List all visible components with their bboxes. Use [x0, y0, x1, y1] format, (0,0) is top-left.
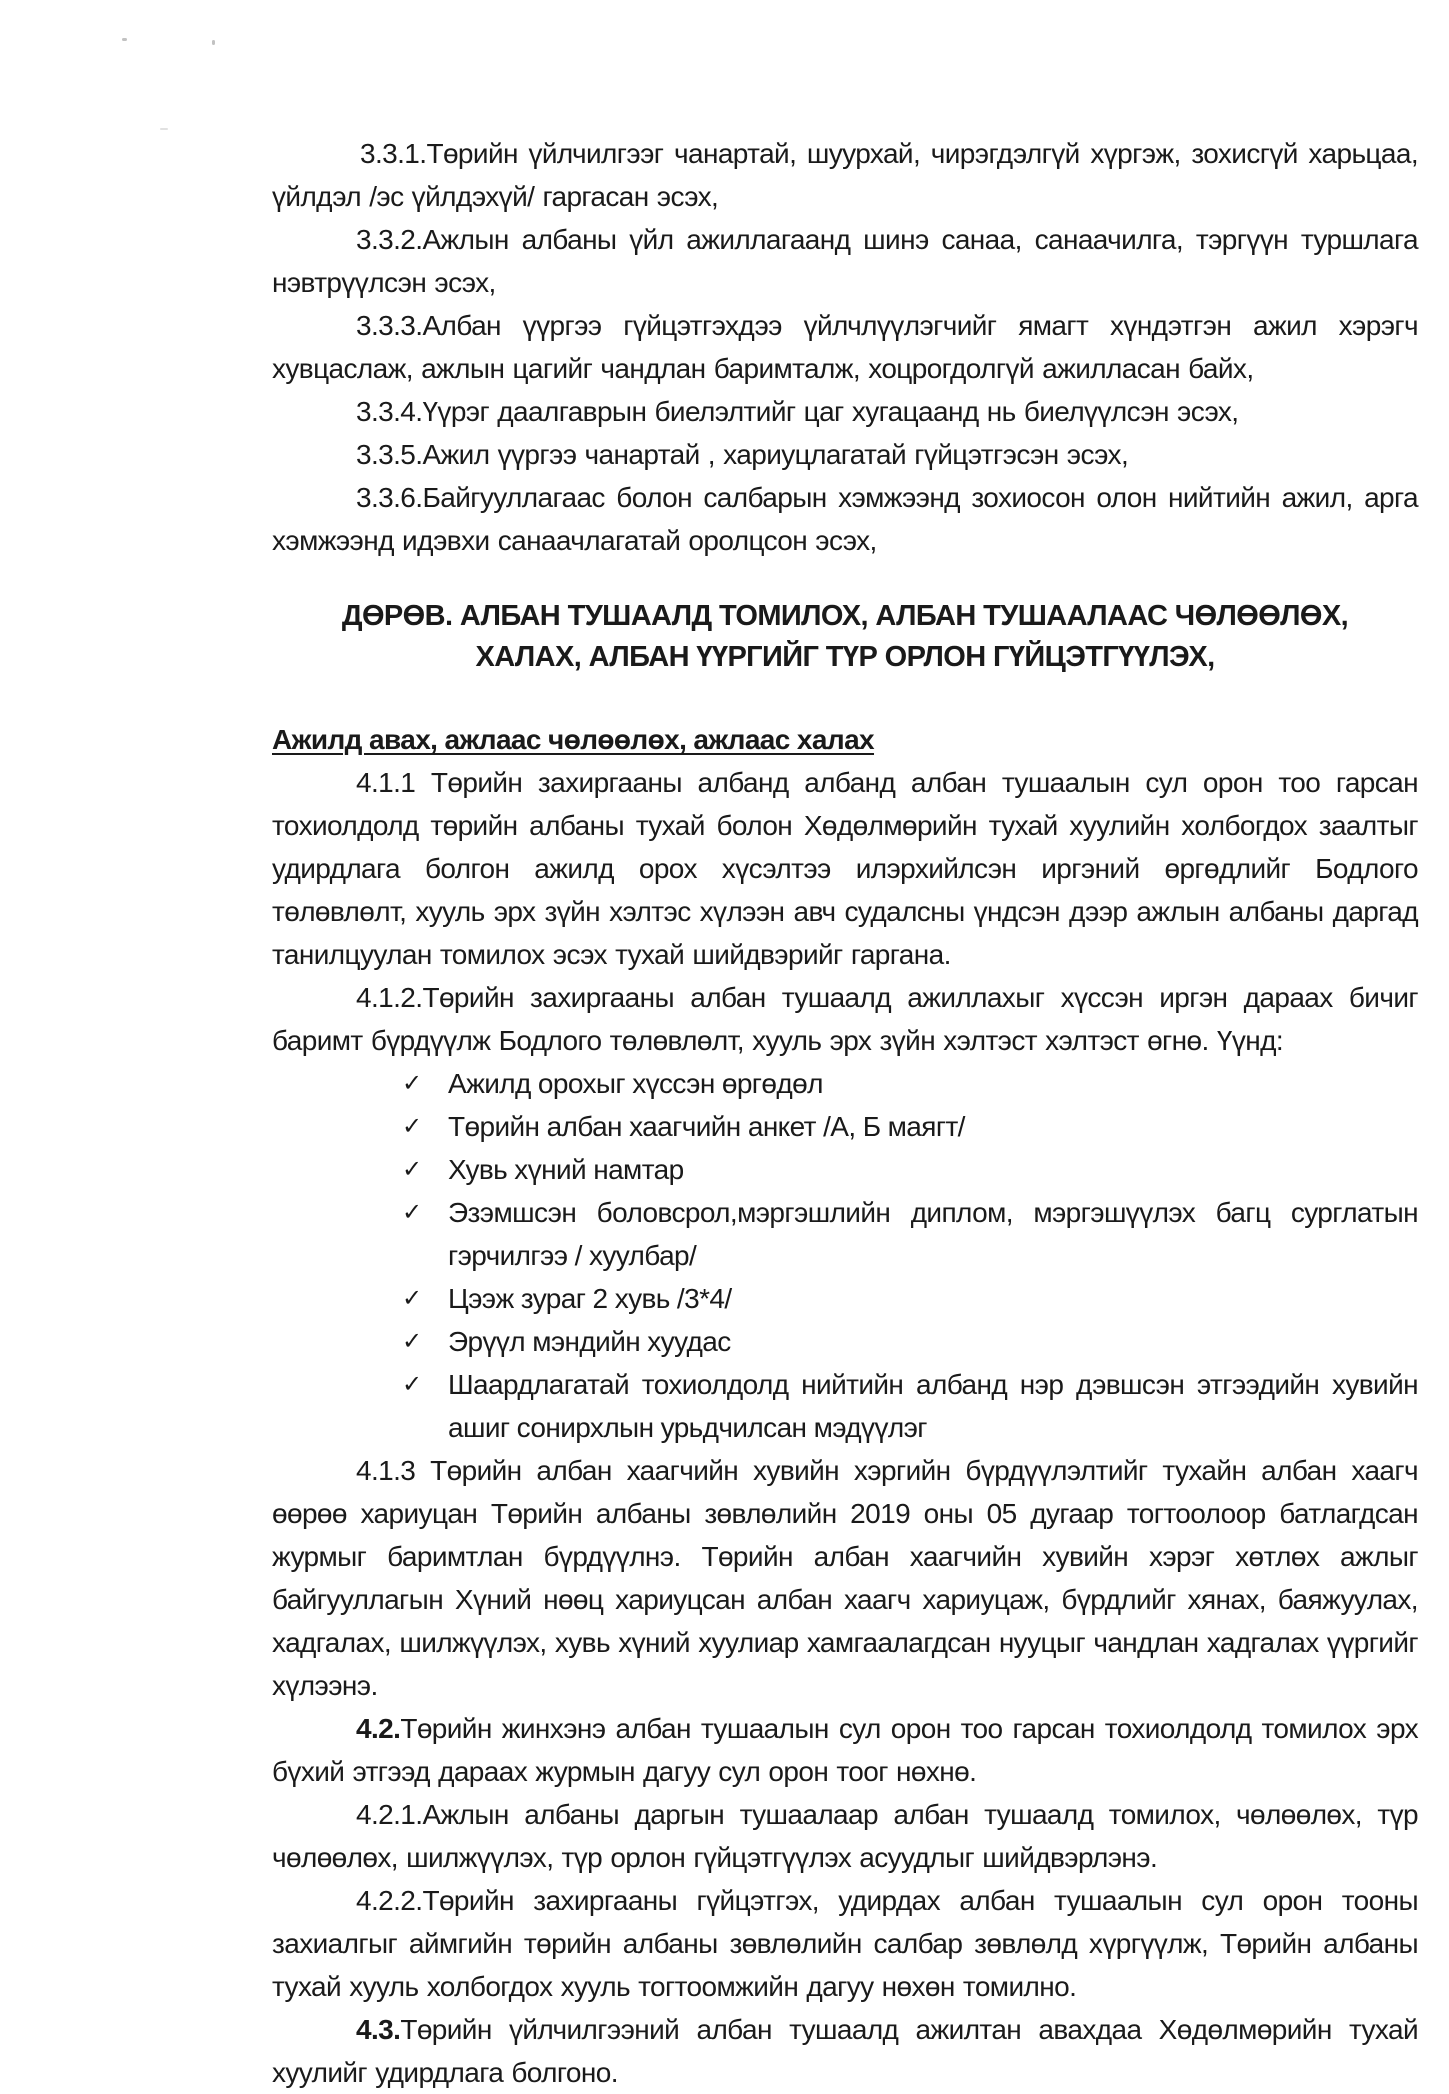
list-item: [402, 1191, 1418, 1277]
list-item: [402, 1105, 1418, 1148]
clause-3-3-5: 3.3.5.Ажил үүргээ чанартай , хариуцлагатай гүйцэтгэсэн эсэх,: [356, 439, 1129, 470]
checkmark-icon: ✓: [402, 1285, 422, 1312]
scan-speck: [160, 128, 168, 130]
clause-4-1-2: 4.1.2.Төрийн захиргааны албан тушаалд ажиллахыг хүссэн иргэн дараах бичиг баримт бүрдүүлж Бодлого төлөвлөлт, хууль эрх зүйн хэлтэст хэлтэст өгнө. Үүнд:: [272, 982, 1418, 1056]
clause-3-3-4: 3.3.4.Үүрэг даалгаврын биелэлтийг цаг хугацаанд нь биелүүлсэн эсэх,: [356, 396, 1239, 427]
clause-4-2-2: 4.2.2.Төрийн захиргааны гүйцэтгэх, удирдах албан тушаалын сул орон тооны захиалгыг аймгийн төрийн албаны зөвлөлийн салбар зөвлөлд хүргүүлж, Төрийн албаны тухай хууль холбогдох хууль тогтоомжийн дагуу нөхөн томилно.: [272, 1885, 1418, 2002]
scan-speck: [212, 40, 215, 45]
clause-number: 4.2.: [356, 1713, 401, 1744]
checkmark-icon: ✓: [402, 1371, 422, 1398]
list-item-text: Шаардлагатай тохиолдолд нийтийн албанд нэр дэвшсэн этгээдийн хувийн ашиг сонирхлын урьдчилсан мэдүүлэг: [448, 1369, 1418, 1443]
checkmark-icon: ✓: [402, 1199, 422, 1226]
clause-3-3-1: 3.3.1.Төрийн үйлчилгээг чанартай, шуурхай, чирэгдэлгүй хүргэж, зохисгүй харьцаа, үйлдэл /эс үйлдэхүй/ гаргасан эсэх,: [272, 138, 1418, 212]
required-documents-list: [272, 1062, 1418, 1449]
clause-3-3-3: 3.3.3.Албан үүргээ гүйцэтгэхдээ үйлчлүүлэгчийг ямагт хүндэтгэн ажил хэрэгч хувцаслаж, ажлын цагийг чандлан баримталж, хоцрогдолгүй ажилласан байх,: [272, 310, 1418, 384]
clause-4-3: [272, 2008, 1418, 2094]
scan-speck: [122, 38, 127, 41]
checkmark-icon: ✓: [402, 1328, 422, 1355]
list-item: [402, 1363, 1418, 1449]
document-page: [272, 132, 1418, 2094]
clause-3-3-2: 3.3.2.Ажлын албаны үйл ажиллагаанд шинэ санаа, санаачилга, тэргүүн туршлага нэвтрүүлсэн эсэх,: [272, 224, 1418, 298]
clause-4-2: [272, 1707, 1418, 1793]
list-item: [402, 1277, 1418, 1320]
list-item-text: Ажилд орохыг хүссэн өргөдөл: [448, 1068, 823, 1099]
list-item-text: Эзэмшсэн боловсрол,мэргэшлийн диплом, мэргэшүүлэх багц сурглатын гэрчилгээ / хуулбар/: [448, 1197, 1418, 1271]
list-item-text: Эрүүл мэндийн хуудас: [448, 1326, 731, 1357]
clause-3-3-6: 3.3.6.Байгууллагаас болон салбарын хэмжээнд зохиосон олон нийтийн ажил, арга хэмжээнд идэвхи санаачлагатай оролцсон эсэх,: [272, 482, 1418, 556]
chapter-4-heading-line-1: ДӨРӨВ. АЛБАН ТУШААЛД ТОМИЛОХ, АЛБАН ТУШААЛААС ЧӨЛӨӨЛӨХ,: [341, 600, 1349, 632]
list-item-text: Хувь хүний намтар: [448, 1154, 684, 1185]
chapter-4-heading: [272, 596, 1418, 678]
clause-4-1-1: 4.1.1 Төрийн захиргааны албанд албанд албан тушаалын сул орон тоо гарсан тохиолдолд төрийн албаны тухай болон Хөдөлмөрийн тухай хуулийн холбогдох заалтыг удирдлага болгон ажилд орох хүсэлтээ илэрхийлсэн иргэний өргөдлийг Бодлого төлөвлөлт, хууль эрх зүйн хэлтэс хүлээн авч судалсны үндсэн дээр ажлын албаны даргад танилцуулан томилох эсэх тухай шийдвэрийг гаргана.: [272, 767, 1418, 970]
section-subheading: Ажилд авах, ажлаас чөлөөлөх, ажлаас халах: [272, 724, 875, 755]
clause-4-1-3: 4.1.3 Төрийн албан хаагчийн хувийн хэргийн бүрдүүлэлтийг тухайн албан хаагч өөрөө хариуцан Төрийн албаны зөвлөлийн 2019 оны 05 дугаар тогтоолоор батлагдсан журмыг баримтлан бүрдүүлнэ. Төрийн албан хаагчийн хувийн хэрэг хөтлөх ажлыг байгууллагын Хүний нөөц хариуцсан албан хаагч хариуцаж, бүрдлийг хянах, баяжуулах, хадгалах, шилжүүлэх, хувь хүний хуулиар хамгаалагдсан нууцыг чандлан хадгалах үүргийг хүлээнэ.: [272, 1455, 1418, 1701]
checkmark-icon: ✓: [402, 1113, 422, 1140]
clause-number: 4.3.: [356, 2014, 401, 2045]
clause-4-2-1: 4.2.1.Ажлын албаны даргын тушаалаар албан тушаалд томилох, чөлөөлөх, түр чөлөөлөх, шилжүүлэх, түр орлон гүйцэтгүүлэх асуудлыг шийдвэрлэнэ.: [272, 1799, 1418, 1873]
checkmark-icon: ✓: [402, 1156, 422, 1183]
chapter-4-heading-line-2: ХАЛАХ, АЛБАН ҮҮРГИЙГ ТҮР ОРЛОН ГҮЙЦЭТГҮҮЛЭХ,: [475, 641, 1215, 673]
list-item: [402, 1148, 1418, 1191]
list-item-text: Цээж зураг 2 хувь /3*4/: [448, 1283, 732, 1314]
checkmark-icon: ✓: [402, 1070, 422, 1097]
clause-text: Төрийн жинхэнэ албан тушаалын сул орон тоо гарсан тохиолдолд томилох эрх бүхий этгээд дараах журмын дагуу сул орон тоог нөхнө.: [272, 1713, 1418, 1787]
list-item-text: Төрийн албан хаагчийн анкет /А, Б маягт/: [448, 1111, 965, 1142]
list-item: [402, 1320, 1418, 1363]
list-item: [402, 1062, 1418, 1105]
section-3-3-list: [272, 132, 1418, 562]
clause-text: Төрийн үйлчилгээний албан тушаалд ажилтан авахдаа Хөдөлмөрийн тухай хуулийг удирдлага болгоно.: [272, 2014, 1418, 2088]
